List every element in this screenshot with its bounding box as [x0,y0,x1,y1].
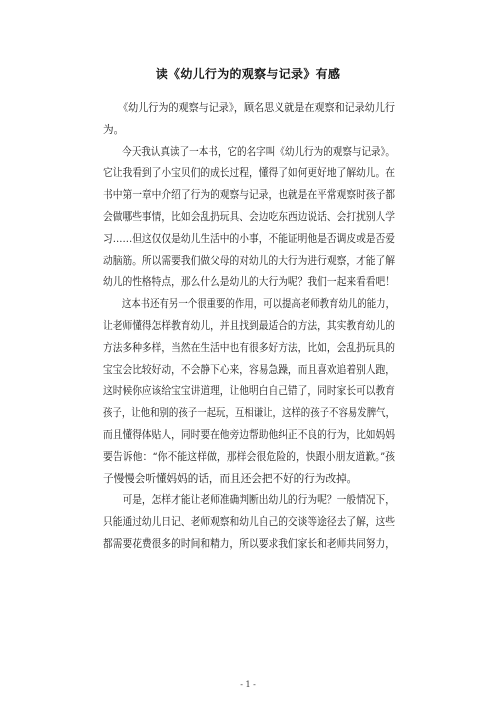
paragraph [103,294,395,490]
text-line: 为。 [103,123,125,136]
text-line: 要告诉他：“你不能这样做，那样会很危险的，快跟小朋友道歉。”孩 [103,450,396,463]
text-line: 幼儿的性格特点，那么什么是幼儿的大行为呢？我们一起来看看吧！ [103,276,396,289]
page-number: - 1 - [240,680,256,689]
text-line: 这时候你应该给宝宝讲道理，让他明白自己错了，同时家长可以教育 [103,385,396,398]
paragraph [103,98,395,142]
paragraph [103,490,395,555]
text-line: 会做哪些事情，比如会乱扔玩具、会边吃东西边说话、会打扰别人学 [103,210,396,223]
document-title: 读《幼儿行为的观察与记录》有感 [155,67,341,81]
text-line: 只能通过幼儿日记、老师观察和幼儿自己的交谈等途径去了解，这些 [103,516,396,529]
text-line: 书中第一章中介绍了行为的观察与记录，也就是在平常观察时孩子都 [103,189,396,202]
text-line: 宝宝会比较好动，不会静下心来，容易急躁，而且喜欢追着别人跑， [103,363,396,376]
text-line: 方法多种多样，当然在生活中也有很多好方法，比如，会乱扔玩具的 [103,341,396,354]
document-body [103,98,395,556]
text-line: 可是，怎样才能让老师准确判断出幼儿的行为呢？一般情况下， [103,494,396,507]
text-line: 而且懂得体贴人，同时要在他旁边帮助他纠正不良的行为，比如妈妈 [103,428,396,441]
text-line: 都需要花费很多的时间和精力，所以要求我们家长和老师共同努力， [103,537,396,550]
paragraph [103,142,395,295]
text-line: 动脑筋。所以需要我们做父母的对幼儿的大行为进行观察，才能了解 [103,254,396,267]
text-line: 孩子，让他和别的孩子一起玩，互相谦让，这样的孩子不容易发脾气， [103,407,395,420]
text-line: 今天我认真读了一本书，它的名字叫《幼儿行为的观察与记录》。 [103,145,395,158]
text-line: 它让我看到了小宝贝们的成长过程，懂得了如何更好地了解幼儿。在 [103,167,396,180]
text-line: 让老师懂得怎样教育幼儿，并且找到最适合的方法，其实教育幼儿的 [103,319,396,332]
text-line: 《幼儿行为的观察与记录》，顾名思义就是在观察和记录幼儿行 [103,102,396,114]
text-line: 习……但这仅仅是幼儿生活中的小事，不能证明他是否调皮或是否爱 [103,232,396,245]
text-line: 子慢慢会听懂妈妈的话，而且还会把不好的行为改掉。 [103,472,358,485]
text-line: 这本书还有另一个很重要的作用，可以提高老师教育幼儿的能力， [103,298,395,311]
